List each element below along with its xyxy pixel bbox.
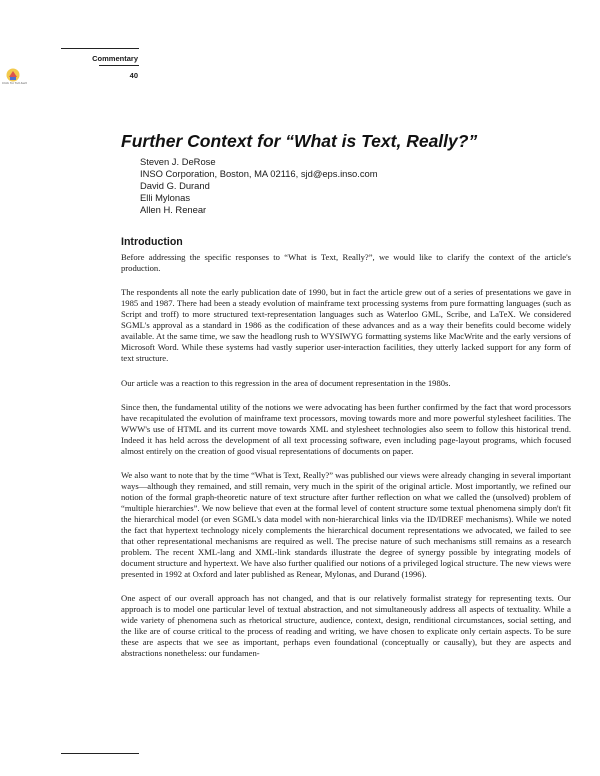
- body-paragraph: We also want to note that by the time “What is Text, Really?” was published our views were already changing in several important ways—although they remained, and still remain, very much in the spirit of the original article. Most importantly, we refined our notion of the formal graph-theoretic nature of text structure after further reflection on what we called the (unsolved) problem of “multiple hierarchies”. We now believe that even at the formal level of content structure some textual phenomena simply don't fit the hierarchical model (or even SGML's data model with non-hierarchical links via the ID/IDREF mechanisms). While we noted the fact that hypertext technology nicely complements the hierarchical document representations we advocated, we failed to see that other representational mechanisms are required as well. The precise nature of such mechanisms still remains as a research problem. The recent XML-lang and XML-link standards illustrate the degree of synergy possible by integrating models of document structure and hypertext. We have also further qualified our notions of a privileged logical structure. The new views were presented in 1992 at Oxford and later published as Renear, Mylonas, and Durand (1996).: [121, 470, 571, 580]
- body-paragraph: One aspect of our overall approach has not changed, and that is our relatively formalist strategy for representing texts. Our approach is to model one particular level of textual abstraction, and not simultaneously address all aspects of textuality. While a wide variety of phenomena such as rhetorical structure, audience, context, design, renditional circumstances, social setting, and the like are of course critical to the process of reading and writing, we have chosen to explicate only certain aspects. To be sure these are aspects that we see as important, perhaps even foundational (conceptually or causally), but they are aspects and abstractions nonetheless: our fundamen-: [121, 593, 571, 659]
- author-line: Elli Mylonas: [140, 192, 191, 203]
- author-block: [140, 156, 560, 216]
- body-paragraph: Our article was a reaction to this regression in the area of document representation in the 1980s.: [121, 377, 451, 388]
- author-line: David G. Durand: [140, 180, 210, 191]
- body-paragraph: Before addressing the specific responses to “What is Text, Really?”, we would like to clarify the context of the article's production.: [121, 252, 571, 273]
- article-title: Further Context for “What is Text, Really?”: [121, 131, 478, 151]
- body-paragraph: Since then, the fundamental utility of the notions we were advocating has been further confirmed by the fact that word processors have recapitulated the evolution of mainframe text processors, moving towards more and more powerful stylesheet facilities. The WWW's use of HTML and its current move towards XML and stylesheet technologies also seem to follow this historical trend. Indeed it has held across the development of all text processing software, even including page-layout programs, which focused almost entirely on the creation of good visual representations of documents on paper.: [121, 401, 571, 456]
- body-paragraph: The respondents all note the early publication date of 1990, but in fact the article grew out of a series of presentations we gave in 1985 and 1987. There had been a steady evolution of mainframe text processing systems from pure formatting languages (such as Script and troff) to more structured text-representation languages such as Waterloo GML, Scribe, and LaTeX. We considered SGML's approval as a standard in 1986 as the codification of these advances and as a way their benefits could become widely available. At the same time, we saw the headlong rush to WYSIWYG formatting systems like MacWrite and the early versions of Microsoft Word. While these systems had vastly superior user-interaction facilities, they utterly lacked support for any form of text structure.: [121, 287, 571, 364]
- author-line: Steven J. DeRose: [140, 156, 216, 167]
- header-top-rule: [61, 48, 139, 49]
- page-number: 40: [129, 71, 138, 80]
- badge-label: Click for full-text: [2, 81, 27, 85]
- full-text-badge[interactable]: [2, 68, 27, 94]
- header-middle-rule: [99, 65, 139, 66]
- running-head-section: Commentary: [92, 54, 138, 63]
- footer-rule: [61, 753, 139, 754]
- section-heading: Introduction: [121, 236, 183, 248]
- author-line: INSO Corporation, Boston, MA 02116, sjd@eps.inso.com: [140, 168, 378, 179]
- document-icon: [6, 68, 20, 82]
- author-line: Allen H. Renear: [140, 204, 207, 215]
- article-body: [121, 252, 571, 673]
